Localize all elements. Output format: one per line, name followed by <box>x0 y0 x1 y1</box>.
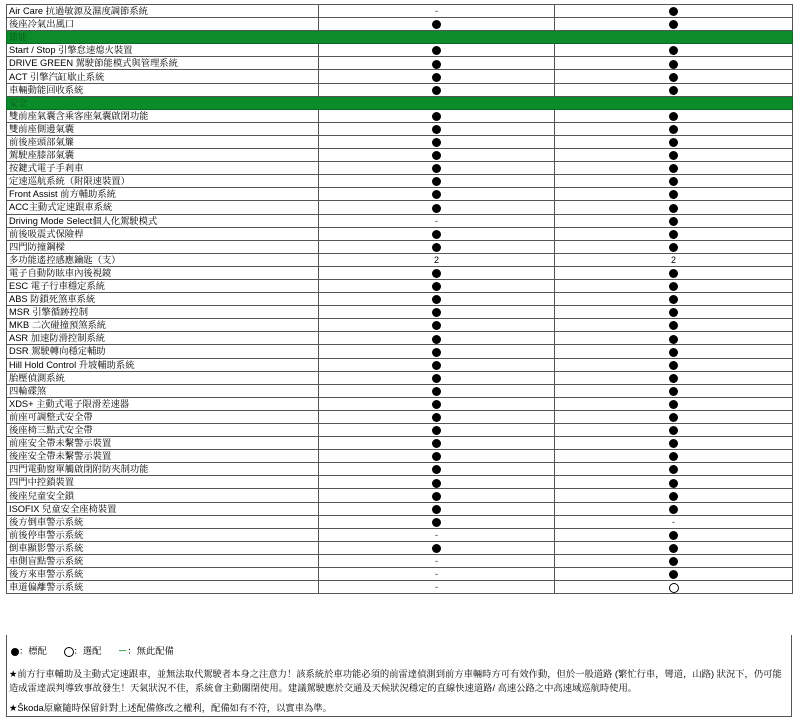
feature-name: 車側盲點警示系統 <box>7 554 319 567</box>
standard-dot-icon <box>669 439 678 448</box>
table-row <box>7 332 793 345</box>
legend-standard <box>11 646 47 656</box>
trim-b-value <box>555 463 793 476</box>
standard-dot-icon <box>432 308 441 317</box>
trim-a-value <box>319 541 555 554</box>
trim-a-value <box>319 345 555 358</box>
trim-b-value <box>555 5 793 18</box>
trim-a-value <box>319 293 555 306</box>
table-row <box>7 345 793 358</box>
standard-dot-icon <box>432 426 441 435</box>
standard-dot-icon <box>432 361 441 370</box>
standard-dot-icon <box>432 321 441 330</box>
trim-a-value <box>319 175 555 188</box>
trim-a-value <box>319 306 555 319</box>
standard-dot-icon <box>432 439 441 448</box>
feature-name: MKB 二次碰撞預煞系統 <box>7 319 319 332</box>
standard-dot-icon <box>669 73 678 82</box>
standard-dot-icon <box>669 426 678 435</box>
trim-b-value <box>555 489 793 502</box>
standard-dot-icon <box>669 374 678 383</box>
trim-b-value <box>555 345 793 358</box>
standard-dot-icon <box>669 505 678 514</box>
standard-dot-icon <box>669 400 678 409</box>
not-available-dash: - <box>435 555 438 566</box>
table-row <box>7 135 793 148</box>
standard-dot-icon <box>669 387 678 396</box>
optional-ring-icon <box>669 583 679 593</box>
trim-b-value <box>555 293 793 306</box>
trim-a-value <box>319 384 555 397</box>
table-row <box>7 266 793 279</box>
feature-name: Front Assist 前方輔助系統 <box>7 188 319 201</box>
feature-name: DRIVE GREEN 駕駛節能模式與管理系統 <box>7 57 319 70</box>
trim-a-value <box>319 253 555 266</box>
equipment-table-body <box>7 5 793 594</box>
standard-dot-icon <box>432 164 441 173</box>
trim-a-value <box>319 437 555 450</box>
standard-dot-icon <box>432 335 441 344</box>
standard-dot-icon <box>669 321 678 330</box>
section-title: 節能 <box>7 31 793 44</box>
standard-dot-icon <box>432 190 441 199</box>
table-row <box>7 109 793 122</box>
feature-name: DSR 駕駛轉向穩定輔助 <box>7 345 319 358</box>
table-row <box>7 240 793 253</box>
section-title: 安全 <box>7 96 793 109</box>
standard-dot-icon <box>432 138 441 147</box>
table-row <box>7 18 793 31</box>
standard-dot-icon <box>669 269 678 278</box>
standard-dot-icon <box>669 204 678 213</box>
trim-b-value <box>555 437 793 450</box>
feature-name: Hill Hold Control 升坡輔助系統 <box>7 358 319 371</box>
feature-name: ABS 防鎖死煞車系統 <box>7 293 319 306</box>
standard-dot-icon <box>669 190 678 199</box>
trim-a-value <box>319 332 555 345</box>
standard-dot-icon <box>669 138 678 147</box>
trim-a-value <box>319 319 555 332</box>
standard-dot-icon <box>669 20 678 29</box>
standard-dot-icon <box>669 282 678 291</box>
trim-b-value <box>555 332 793 345</box>
standard-dot-icon <box>669 230 678 239</box>
table-row <box>7 149 793 162</box>
standard-dot-icon <box>432 492 441 501</box>
standard-dot-icon <box>432 243 441 252</box>
feature-name: ACC主動式定速跟車系統 <box>7 201 319 214</box>
table-row <box>7 201 793 214</box>
table-row <box>7 279 793 292</box>
feature-name: ACT 引擎汽缸歇止系統 <box>7 70 319 83</box>
legend-none-label: ：無此配備 <box>127 646 174 656</box>
table-row <box>7 5 793 18</box>
trim-a-value <box>319 109 555 122</box>
standard-dot-icon <box>669 335 678 344</box>
trim-a-value <box>319 44 555 57</box>
trim-a-value <box>319 5 555 18</box>
table-row <box>7 122 793 135</box>
trim-b-value <box>555 57 793 70</box>
trim-a-value <box>319 502 555 515</box>
quantity-value: 2 <box>433 254 439 265</box>
trim-b-value <box>555 44 793 57</box>
table-row <box>7 253 793 266</box>
trim-b-value <box>555 109 793 122</box>
standard-dot-icon <box>432 400 441 409</box>
trim-a-value <box>319 266 555 279</box>
table-row <box>7 57 793 70</box>
feature-name: 駕駛座膝部氣囊 <box>7 149 319 162</box>
standard-dot-icon <box>432 348 441 357</box>
table-row <box>7 214 793 227</box>
quantity-value: 2 <box>670 254 676 265</box>
standard-dot-icon <box>669 86 678 95</box>
table-row <box>7 554 793 567</box>
trim-a-value <box>319 57 555 70</box>
feature-name: Driving Mode Select個人化駕駛模式 <box>7 214 319 227</box>
standard-dot-icon <box>669 531 678 540</box>
standard-dot-icon <box>432 20 441 29</box>
trim-a-value <box>319 568 555 581</box>
standard-dot-icon <box>669 243 678 252</box>
standard-dot-icon <box>669 479 678 488</box>
standard-dot-icon <box>669 308 678 317</box>
feature-name: 後方倒車警示系統 <box>7 515 319 528</box>
trim-a-value <box>319 70 555 83</box>
standard-dot-icon <box>669 465 678 474</box>
table-row <box>7 541 793 554</box>
feature-name: 前後吸震式保險桿 <box>7 227 319 240</box>
standard-dot-icon <box>669 348 678 357</box>
table-row <box>7 450 793 463</box>
trim-b-value <box>555 371 793 384</box>
trim-a-value <box>319 554 555 567</box>
standard-dot-icon <box>432 204 441 213</box>
table-row <box>7 384 793 397</box>
trim-a-value <box>319 240 555 253</box>
table-row <box>7 319 793 332</box>
standard-dot-icon <box>669 125 678 134</box>
feature-name: 電子自動防眩車內後視鏡 <box>7 266 319 279</box>
table-row <box>7 175 793 188</box>
standard-dot-icon <box>432 387 441 396</box>
trim-b-value <box>555 162 793 175</box>
table-row <box>7 489 793 502</box>
trim-a-value <box>319 122 555 135</box>
trim-a-value <box>319 489 555 502</box>
trim-a-value <box>319 476 555 489</box>
trim-a-value <box>319 279 555 292</box>
standard-dot-icon <box>432 46 441 55</box>
standard-dot-icon <box>432 505 441 514</box>
trim-b-value <box>555 18 793 31</box>
feature-name: 前後停車警示系統 <box>7 528 319 541</box>
feature-name: 後座兒童安全鎖 <box>7 489 319 502</box>
trim-a-value <box>319 424 555 437</box>
trim-a-value <box>319 463 555 476</box>
trim-a-value <box>319 135 555 148</box>
standard-dot-icon <box>432 295 441 304</box>
table-row <box>7 528 793 541</box>
feature-name: ASR 加速防滑控制系統 <box>7 332 319 345</box>
not-available-dash: - <box>435 582 438 593</box>
section-header <box>7 96 793 109</box>
not-available-dash: - <box>435 215 438 226</box>
standard-dot-icon <box>669 60 678 69</box>
legend-optional-label: ：選配 <box>73 646 102 656</box>
trim-a-value <box>319 201 555 214</box>
feature-name: 倒車顯影警示系統 <box>7 541 319 554</box>
table-row <box>7 397 793 410</box>
standard-dot-icon <box>669 557 678 566</box>
table-row <box>7 44 793 57</box>
trim-b-value <box>555 253 793 266</box>
trim-b-value <box>555 266 793 279</box>
trim-b-value <box>555 541 793 554</box>
feature-name: 四門中控鎖裝置 <box>7 476 319 489</box>
section-header <box>7 31 793 44</box>
feature-name: 四門防撞鋼樑 <box>7 240 319 253</box>
trim-a-value <box>319 149 555 162</box>
trim-b-value <box>555 424 793 437</box>
trim-a-value <box>319 410 555 423</box>
trim-b-value <box>555 502 793 515</box>
legend-standard-label: ：標配 <box>19 646 47 656</box>
trim-a-value <box>319 83 555 96</box>
standard-dot-icon <box>669 544 678 553</box>
standard-dot-icon <box>432 125 441 134</box>
feature-name: 雙前座側邊氣囊 <box>7 122 319 135</box>
spec-sheet <box>6 4 792 594</box>
feature-name: Air Care 抗過敏源及濕度調節系統 <box>7 5 319 18</box>
table-row <box>7 410 793 423</box>
table-row <box>7 424 793 437</box>
standard-dot-icon <box>432 374 441 383</box>
trim-b-value <box>555 515 793 528</box>
trim-a-value <box>319 581 555 594</box>
feature-name: ESC 電子行車穩定系統 <box>7 279 319 292</box>
rights-note: ★Škoda原廠隨時保留針對上述配備修改之權利，配備如有不符，以實車為準。 <box>9 703 332 713</box>
standard-dot-icon <box>432 479 441 488</box>
legend <box>11 645 188 657</box>
table-row <box>7 515 793 528</box>
standard-dot-icon <box>669 46 678 55</box>
trim-a-value <box>319 397 555 410</box>
table-row <box>7 568 793 581</box>
feature-name: ISOFIX 兒童安全座椅裝置 <box>7 502 319 515</box>
table-row <box>7 83 793 96</box>
standard-dot-icon <box>669 361 678 370</box>
trim-a-value <box>319 450 555 463</box>
standard-dot-icon <box>669 217 678 226</box>
feature-name: 四輪碟煞 <box>7 384 319 397</box>
standard-dot-icon <box>669 112 678 121</box>
legend-none <box>118 646 174 656</box>
table-row <box>7 476 793 489</box>
standard-dot-icon <box>669 492 678 501</box>
table-row <box>7 293 793 306</box>
trim-b-value <box>555 240 793 253</box>
none-dash-icon: － <box>118 646 128 656</box>
trim-b-value <box>555 214 793 227</box>
standard-dot-icon <box>669 7 678 16</box>
standard-dot-icon <box>11 648 19 656</box>
trim-b-value <box>555 358 793 371</box>
standard-dot-icon <box>432 518 441 527</box>
trim-a-value <box>319 358 555 371</box>
standard-dot-icon <box>432 86 441 95</box>
feature-name: 按鍵式電子手剎車 <box>7 162 319 175</box>
trim-b-value <box>555 476 793 489</box>
trim-a-value <box>319 188 555 201</box>
not-available-dash: - <box>435 529 438 540</box>
feature-name: 多功能遙控感應鑰匙（支） <box>7 253 319 266</box>
trim-a-value <box>319 214 555 227</box>
feature-name: 車輛動能回收系統 <box>7 83 319 96</box>
table-row <box>7 70 793 83</box>
trim-b-value <box>555 581 793 594</box>
trim-b-value <box>555 554 793 567</box>
not-available-dash: - <box>435 6 438 17</box>
feature-name: 前座可調整式安全帶 <box>7 410 319 423</box>
trim-b-value <box>555 175 793 188</box>
trim-b-value <box>555 201 793 214</box>
table-row <box>7 358 793 371</box>
trim-b-value <box>555 122 793 135</box>
trim-b-value <box>555 306 793 319</box>
standard-dot-icon <box>432 73 441 82</box>
feature-name: 後座椅三點式安全帶 <box>7 424 319 437</box>
standard-dot-icon <box>432 282 441 291</box>
standard-dot-icon <box>432 60 441 69</box>
trim-b-value <box>555 83 793 96</box>
trim-b-value <box>555 70 793 83</box>
not-available-dash: - <box>435 569 438 580</box>
standard-dot-icon <box>669 151 678 160</box>
standard-dot-icon <box>432 151 441 160</box>
standard-dot-icon <box>432 177 441 186</box>
trim-b-value <box>555 528 793 541</box>
feature-name: 前座安全帶未繫警示裝置 <box>7 437 319 450</box>
standard-dot-icon <box>432 112 441 121</box>
table-row <box>7 162 793 175</box>
trim-a-value <box>319 227 555 240</box>
feature-name: MSR 引擎循跡控制 <box>7 306 319 319</box>
table-row <box>7 463 793 476</box>
standard-dot-icon <box>669 177 678 186</box>
legend-optional <box>64 646 102 656</box>
table-row <box>7 306 793 319</box>
optional-ring-icon <box>64 647 74 657</box>
trim-b-value <box>555 397 793 410</box>
standard-dot-icon <box>432 413 441 422</box>
not-available-dash: - <box>672 516 675 527</box>
trim-b-value <box>555 279 793 292</box>
table-row <box>7 502 793 515</box>
table-row <box>7 437 793 450</box>
standard-dot-icon <box>669 570 678 579</box>
feature-name: Start / Stop 引擎怠速熄火裝置 <box>7 44 319 57</box>
table-row <box>7 227 793 240</box>
trim-a-value <box>319 371 555 384</box>
standard-dot-icon <box>432 544 441 553</box>
feature-name: 四門電動窗單觸啟閉附防夾制功能 <box>7 463 319 476</box>
trim-b-value <box>555 227 793 240</box>
feature-name: 後方來車警示系統 <box>7 568 319 581</box>
feature-name: 後座安全帶未繫警示裝置 <box>7 450 319 463</box>
trim-a-value <box>319 528 555 541</box>
trim-b-value <box>555 135 793 148</box>
standard-dot-icon <box>669 413 678 422</box>
equipment-table <box>6 4 793 594</box>
standard-dot-icon <box>432 269 441 278</box>
feature-name: 定速巡航系統（附限速裝置） <box>7 175 319 188</box>
standard-dot-icon <box>432 230 441 239</box>
trim-a-value <box>319 515 555 528</box>
feature-name: 前後座頭部氣簾 <box>7 135 319 148</box>
standard-dot-icon <box>432 465 441 474</box>
feature-name: 後座冷氣出風口 <box>7 18 319 31</box>
standard-dot-icon <box>432 452 441 461</box>
table-row <box>7 581 793 594</box>
trim-b-value <box>555 450 793 463</box>
trim-b-value <box>555 188 793 201</box>
trim-b-value <box>555 319 793 332</box>
table-row <box>7 188 793 201</box>
table-row <box>7 371 793 384</box>
trim-a-value <box>319 162 555 175</box>
trim-b-value <box>555 568 793 581</box>
trim-a-value <box>319 18 555 31</box>
feature-name: 胎壓偵測系統 <box>7 371 319 384</box>
trim-b-value <box>555 384 793 397</box>
feature-name: 車道偏離警示系統 <box>7 581 319 594</box>
standard-dot-icon <box>669 295 678 304</box>
notes-area <box>6 635 792 717</box>
standard-dot-icon <box>669 164 678 173</box>
feature-name: 雙前座氣囊含乘客座氣囊啟閉功能 <box>7 109 319 122</box>
trim-b-value <box>555 149 793 162</box>
trim-b-value <box>555 410 793 423</box>
standard-dot-icon <box>669 452 678 461</box>
front-assist-note: ★前方行車輔助及主動式定速跟車，並無法取代駕駛者本身之注意力！該系統於車功能必須的前雷達偵測到前方車輛時方可有效作動，但於一般道路 (繁忙行車，彎道，山路) 狀況下，仍可能造成雷達誤判導致事故發生！天氣狀況不佳，系統會主動關閉使用。建議駕駛應於交通及天候狀況穩定的直線快速道路/ 高速公路之中高速域巡航時使用。 <box>9 669 782 693</box>
feature-name: XDS+ 主動式電子限滑差速器 <box>7 397 319 410</box>
